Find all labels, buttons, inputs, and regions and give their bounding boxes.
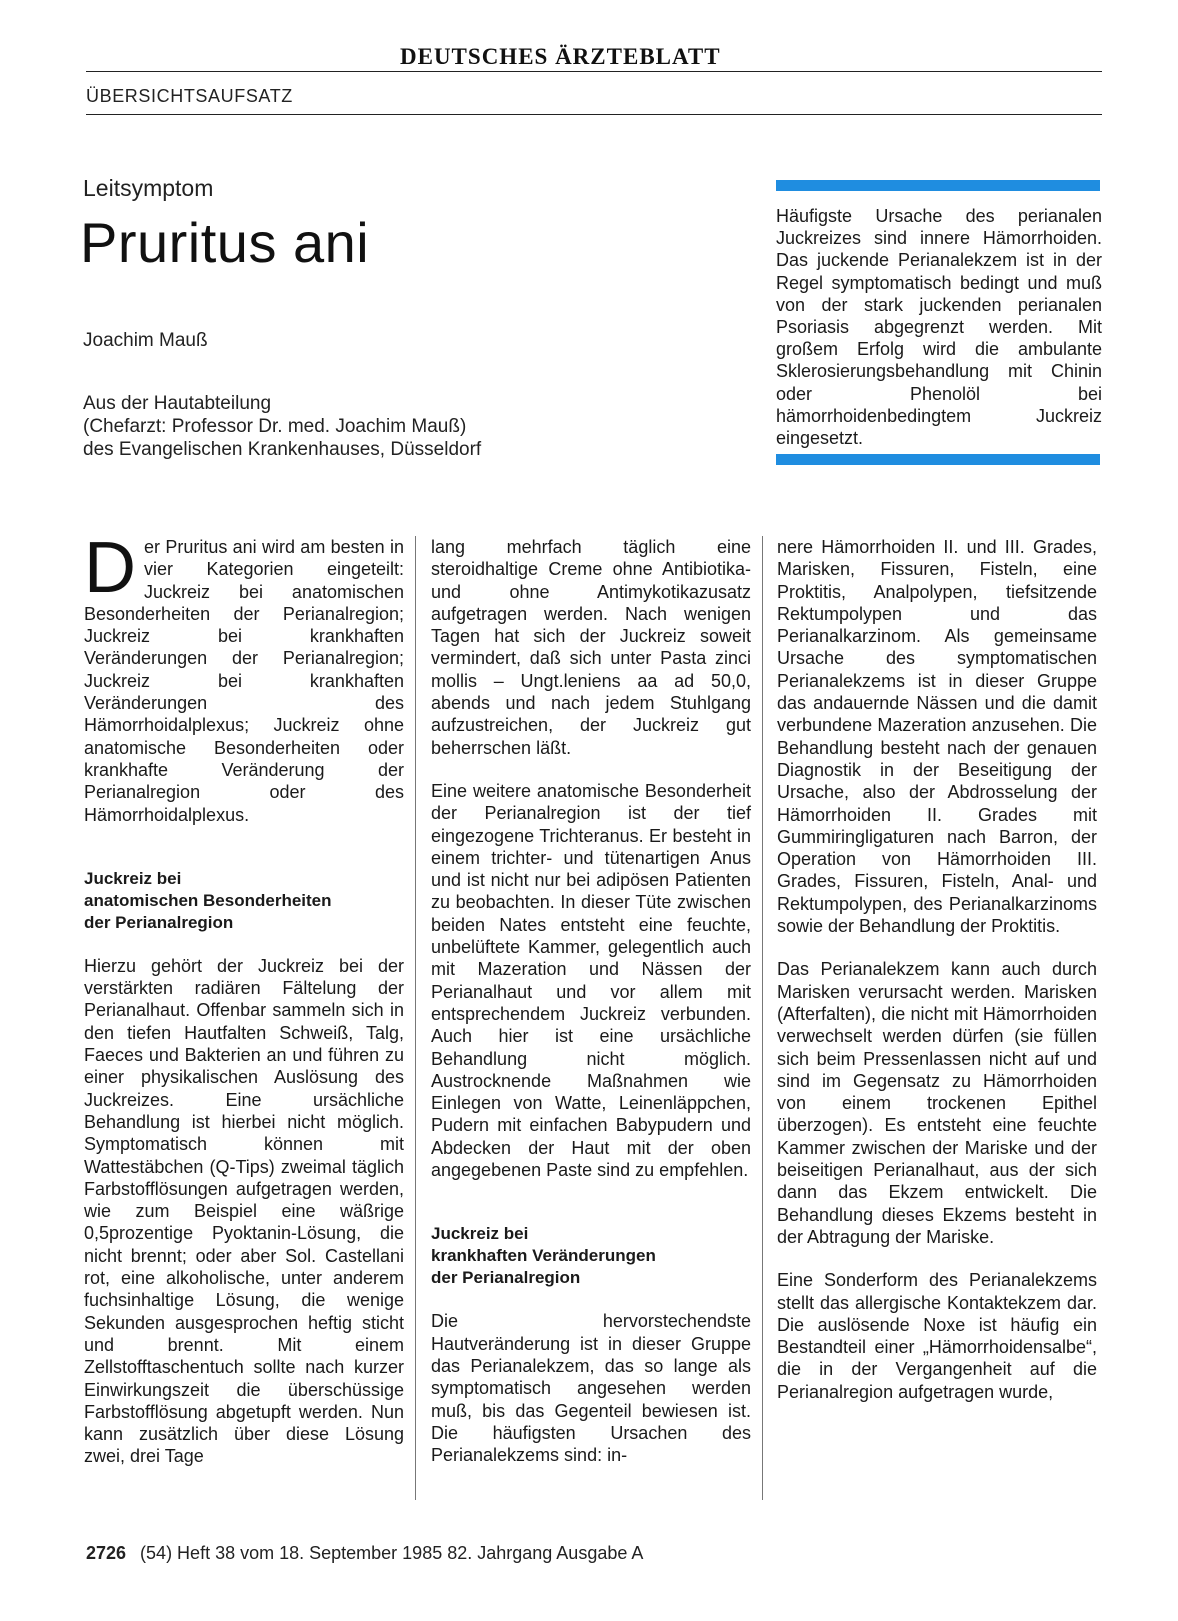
abstract-bottom-bar — [776, 454, 1100, 465]
affiliation-line: (Chefarzt: Professor Dr. med. Joachim Mauß) — [83, 416, 467, 437]
heading-line: krankhaften Veränderungen — [431, 1246, 656, 1266]
heading-line: der Perianalregion — [84, 912, 234, 932]
article-affiliation — [83, 392, 481, 461]
body-column-2 — [431, 536, 751, 1496]
article-kicker: Leitsymptom — [83, 175, 214, 201]
section-heading — [84, 868, 404, 934]
body-paragraph: nere Hämorrhoiden II. und III. Grades, Marisken, Fissuren, Fisteln, eine Proktitis, Analpolypen, tiefsitzende Rektumpolypen und das Perianalkarzinom. Als gemeinsame Ursache des symptomatischen Perianalekzems ist in dieser Gruppe das andauernde Nässen und die damit verbundene Mazeration anzusehen. Die Behandlung besteht nach der genauen Diagnostik in der Beseitigung der Ursache, also der Abdrosselung der Hämorrhoiden II. Grades mit Gummiringligaturen nach Barron, der Operation von Hämorrhoiden III. Grades, Fissuren, Fisteln, Anal- und Rektumpolypen, des Perianalkarzinoms sowie der Behandlung der Proktitis. — [777, 537, 1097, 937]
intro-text: er Pruritus ani wird am besten in vier Kategorien eingeteilt: Juckreiz bei anatomischen Besonderheiten der Perianalregion; Juckreiz bei krankhaften Veränderungen der Perianalregion; Juckreiz bei krankhaften Veränderungen des Hämorrhoidalplexus; Juckreiz ohne anatomische Besonderheiten oder krankhafte Veränderung der Perianalregion oder des Hämorrhoidalplexus. — [84, 537, 404, 825]
body-column-3 — [777, 536, 1097, 1496]
page-number: 2726 — [86, 1543, 127, 1563]
intro-paragraph — [84, 528, 404, 826]
masthead-rule — [86, 71, 1102, 72]
affiliation-line: des Evangelischen Krankenhauses, Düsseldorf — [83, 439, 482, 460]
page-footer — [86, 1543, 643, 1564]
column-divider — [415, 536, 416, 1500]
article-title: Pruritus ani — [80, 211, 370, 274]
affiliation-line: Aus der Hautabteilung — [83, 393, 272, 414]
column-divider — [762, 536, 763, 1500]
body-paragraph: Eine weitere anatomische Besonderheit der Perianalregion ist der tief eingezogene Trichteranus. Er besteht in einem trichter- und tütenartigen Anus und ist nicht nur bei adipösen Patienten zu beobachten. In dieser Tüte zwischen beiden Nates entsteht eine feuchte, unbelüftete Kammer, gelegentlich auch mit Mazeration und Nässen der Perianalhaut und vor allem mit entsprechendem Juckreiz verbunden. Auch hier ist eine ursächliche Behandlung nicht möglich. Austrocknende Maßnahmen wie Einlegen von Watte, Leinenläppchen, Pudern mit einfachen Babypudern und Abdecken der Haut mit der oben angegebenen Paste sind zu empfehlen. — [431, 780, 751, 1181]
body-paragraph: Hierzu gehört der Juckreiz bei der verstärkten radiären Fältelung der Perianalhaut. Offenbar sammeln sich in den tiefen Hautfalten Schweiß, Talg, Faeces und Bakterien an und führen zu einer physikalischen Auslösung des Juckreizes. Eine ursächliche Behandlung ist hierbei nicht möglich. Symptomatisch können mit Wattestäbchen (Q-Tips) zweimal täglich Farbstofflösungen aufgetragen werden, wie zum Beispiel eine wäßrige 0,5prozentige Pyoktanin-Lösung, die nicht brennt; oder aber Sol. Castellani rot, eine alkoholische, unter anderem fuchsinhaltige Lösung, die wenige Sekunden ausgesprochen heftig sticht und brennt. Mit einem Zellstofftaschentuch sollte nach kurzer Einwirkungszeit die überschüssige Farbstofflösung abgetupft werden. Nun kann zusätzlich über diese Lösung zwei, drei Tage — [84, 955, 404, 1467]
heading-line: Juckreiz bei — [431, 1224, 529, 1244]
issue-info: (54) Heft 38 vom 18. September 1985 82. Jahrgang Ausgabe A — [140, 1543, 644, 1563]
body-paragraph: Eine Sonderform des Perianalekzems stellt das allergische Kontaktekzem dar. Die auslösende Noxe ist häufig ein Bestandteil einer „Hämorrhoidensalbe“, die in der Vergangenheit auf die Perianalregion aufgetragen wurde, — [777, 1270, 1097, 1402]
section-heading — [431, 1223, 751, 1289]
abstract-top-bar — [776, 180, 1100, 191]
heading-line: Juckreiz bei — [84, 868, 182, 888]
body-paragraph: Das Perianalekzem kann auch durch Marisken verursacht werden. Marisken (Afterfalten), die nicht mit Hämorrhoiden verwechselt werden dürfen (sie füllen sich beim Pressenlassen nicht auf und sind im Gegensatz zu Hämorrhoiden von einem trockenen Epithel überzogen). Es entsteht eine feuchte Kammer zwischen der Mariske und der beiseitigen Perianalhaut, aus der sich dann das Ekzem entwickelt. Die Behandlung dieses Ekzems besteht in der Abtragung der Mariske. — [777, 959, 1097, 1247]
heading-line: anatomischen Besonderheiten — [84, 890, 332, 910]
dropcap: D — [84, 528, 136, 608]
heading-line: der Perianalregion — [431, 1268, 581, 1288]
article-author: Joachim Mauß — [83, 330, 208, 351]
section-label: ÜBERSICHTSAUFSATZ — [86, 86, 293, 106]
section-rule — [86, 114, 1102, 115]
body-column-1 — [84, 528, 404, 1496]
body-paragraph: Die hervorstechendste Hautveränderung ist in dieser Gruppe das Perianalekzem, das so lange als symptomatisch angesehen werden muß, bis das Gegenteil bewiesen ist. Die häufigsten Ursachen des Perianalekzems sind: in- — [431, 1311, 751, 1466]
article-abstract: Häufigste Ursache des perianalen Juckreizes sind innere Hämorrhoiden. Das juckende Perianalekzem ist in der Regel symptomatisch bedingt und muß von der stark juckenden perianalen Psoriasis abgegrenzt werden. Mit großem Erfolg wird die ambulante Sklerosierungsbehandlung mit Chinin oder Phenolöl bei hämorrhoidenbedingtem Juckreiz eingesetzt. — [776, 206, 1102, 449]
masthead-title: DEUTSCHES ÄRZTEBLATT — [400, 44, 721, 69]
body-paragraph: lang mehrfach täglich eine steroidhaltige Creme ohne Antibiotika- und ohne Antimykotikazusatz aufgetragen werden. Nach wenigen Tagen hat sich der Juckreiz soweit vermindert, daß sich unter Pasta zinci mollis – Ungt.leniens aa ad 50,0, abends und nach jedem Stuhlgang aufzustreichen, der Juckreiz gut beherrschen läßt. — [431, 537, 751, 758]
